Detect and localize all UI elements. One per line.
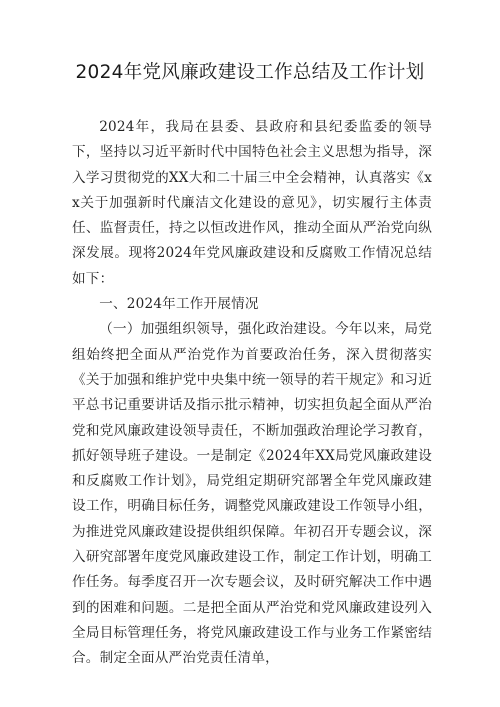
intro-paragraph: 2024年，我局在县委、县政府和县纪委监委的领导下，坚持以习近平新时代中国特色社会主义思想为指导，深入学习贯彻党的XX大和二十届三中全会精神，认真落实《xx关于加强新时代廉洁文化建设的意见》，切实履行主体责任、监督责任，持之以恒改进作风，推动全面从严治党向纵深发展。现将2024年党风廉政建设和反腐败工作情况总结如下： (72, 119, 432, 287)
subsection-paragraph: （一）加强组织领导，强化政治建设。今年以来，局党组始终把全面从严治党作为首要政治任务，深入贯彻落实《关于加强和维护党中央集中统一领导的若干规定》和习近平总书记重要讲话及指示批示精神，切实担负起全面从严治党和党风廉政建设领导责任，不断加强政治理论学习教育，抓好领导班子建设。一是制定《2024年XX局党风廉政建设和反腐败工作计划》，局党组定期研究部署全年党风廉政建设工作，明确目标任务，调整党风廉政建设工作领导小组，为推进党风廉政建设提供组织保障。年初召开专题会议，深入研究部署年度党风廉政建设工作，制定工作计划，明确工作任务。每季度召开一次专题会议，及时研究解决工作中遇到的困难和问题。二是把全面从严治党和党风廉政建设列入全局目标管理任务，将党风廉政建设工作与业务工作紧密结合。制定全面从严治党责任清单， (72, 321, 432, 667)
document-body (72, 115, 432, 672)
section-heading: 一、2024年工作开展情况 (99, 296, 259, 313)
document-title: 2024年党风廉政建设工作总结及工作计划 (75, 62, 425, 83)
